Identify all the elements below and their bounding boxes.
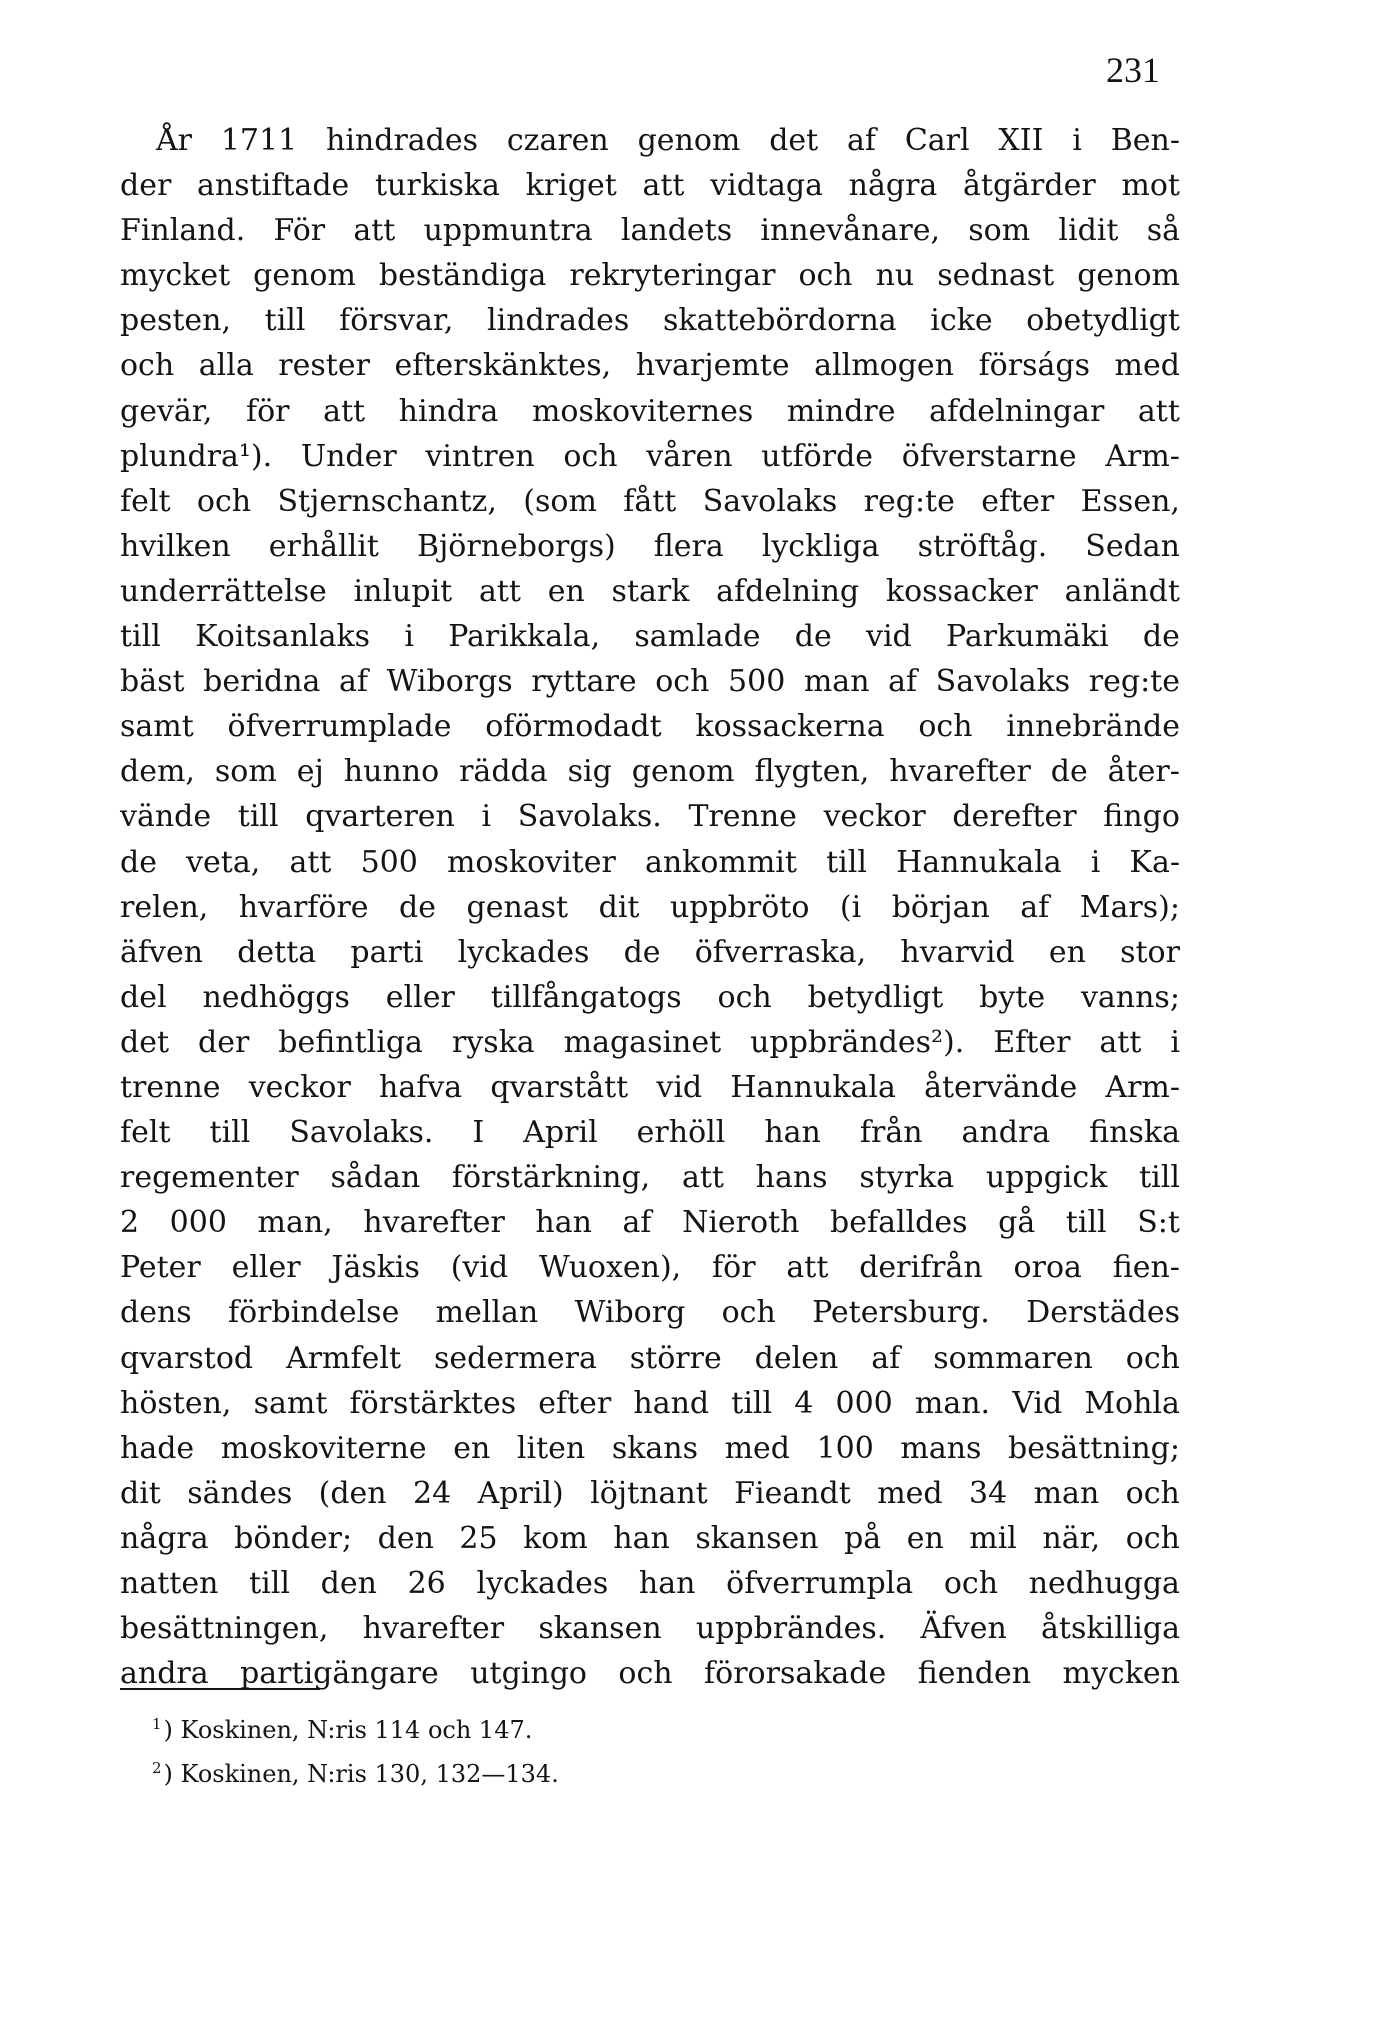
- footnote-mark: 1: [152, 1715, 162, 1733]
- page-number: 231: [1106, 50, 1160, 90]
- text-line: andra partigängare utgingo och förorsakade fienden mycken: [120, 1656, 1180, 1692]
- text-line: Finland. För att uppmuntra landets innevånare, som lidit så: [120, 213, 1180, 249]
- text-line: gevär, för att hindra moskoviternes mindre afdelningar att: [120, 393, 1180, 429]
- text-line: samt öfverrumplade oförmodadt kossackerna och innebrände: [120, 709, 1180, 745]
- text-line: vände till qvarteren i Savolaks. Trenne veckor derefter fingo: [120, 799, 1180, 835]
- text-line: hade moskoviterne en liten skans med 100 mans besättning;: [120, 1430, 1180, 1466]
- text-line: till Koitsanlaks i Parikkala, samlade de vid Parkumäki de: [120, 619, 1180, 655]
- footnotes: [152, 1708, 952, 1796]
- footnote-text: ) Koskinen, N:ris 114 och 147.: [163, 1716, 533, 1744]
- text-line: äfven detta parti lyckades de öfverraska, hvarvid en stor: [120, 934, 1180, 970]
- text-line: del nedhöggs eller tillfångatogs och betydligt byte vanns;: [120, 979, 1180, 1015]
- footnote-text: ) Koskinen, N:ris 130, 132—134.: [163, 1760, 559, 1788]
- text-line: felt och Stjernschantz, (som fått Savolaks reg:te efter Essen,: [120, 483, 1180, 519]
- text-line: 2 000 man, hvarefter han af Nieroth befalldes gå till S:t: [120, 1205, 1180, 1241]
- text-line: mycket genom beständiga rekryteringar och nu sednast genom: [120, 258, 1180, 294]
- text-line: det der befintliga ryska magasinet uppbrändes²). Efter att i: [120, 1024, 1180, 1060]
- text-line: dem, som ej hunno rädda sig genom flygten, hvarefter de åter-: [120, 754, 1180, 790]
- text-line: några bönder; den 25 kom han skansen på en mil när, och: [120, 1520, 1180, 1556]
- text-line: regementer sådan förstärkning, att hans styrka uppgick till: [120, 1160, 1180, 1196]
- text-line: natten till den 26 lyckades han öfverrumpla och nedhugga: [120, 1566, 1180, 1601]
- text-line: hvilken erhållit Björneborgs) flera lyckliga ströftåg. Sedan: [120, 528, 1180, 564]
- text-line: qvarstod Armfelt sedermera större delen af sommaren och: [120, 1340, 1180, 1376]
- text-line: de veta, att 500 moskoviter ankommit till Hannukala i Ka-: [120, 844, 1180, 880]
- text-line: pesten, till försvar, lindrades skattebördorna icke obetydligt: [120, 303, 1180, 339]
- footnote: [152, 1708, 952, 1752]
- text-line: underrättelse inlupit att en stark afdelning kossacker anländt: [120, 573, 1180, 609]
- text-line: plundra¹). Under vintren och våren utförde öfverstarne Arm-: [120, 438, 1180, 474]
- footnote: [152, 1752, 952, 1796]
- text-line: relen, hvarföre de genast dit uppbröto (i början af Mars);: [120, 889, 1180, 925]
- text-line: hösten, samt förstärktes efter hand till 4 000 man. Vid Mohla: [120, 1385, 1180, 1421]
- footnote-divider: [120, 1688, 320, 1690]
- text-line: dit sändes (den 24 April) löjtnant Fieandt med 34 man och: [120, 1475, 1180, 1511]
- text-line: besättningen, hvarefter skansen uppbrändes. Äfven åtskilliga: [120, 1611, 1180, 1647]
- text-line: Peter eller Jäskis (vid Wuoxen), för att derifrån oroa fien-: [120, 1250, 1180, 1286]
- body-text: [120, 118, 1180, 1696]
- text-line: bäst beridna af Wiborgs ryttare och 500 man af Savolaks reg:te: [120, 664, 1180, 700]
- text-line: dens förbindelse mellan Wiborg och Petersburg. Derstädes: [120, 1295, 1180, 1331]
- text-line: År 1711 hindrades czaren genom det af Carl XII i Ben-: [156, 123, 1180, 158]
- text-line: trenne veckor hafva qvarstått vid Hannukala återvände Arm-: [120, 1069, 1180, 1105]
- text-line: och alla rester efterskänktes, hvarjemte allmogen förságs med: [120, 348, 1180, 384]
- footnote-mark: 2: [152, 1759, 162, 1777]
- text-line: der anstiftade turkiska kriget att vidtaga några åtgärder mot: [120, 168, 1180, 204]
- text-line: felt till Savolaks. I April erhöll han från andra finska: [120, 1115, 1180, 1151]
